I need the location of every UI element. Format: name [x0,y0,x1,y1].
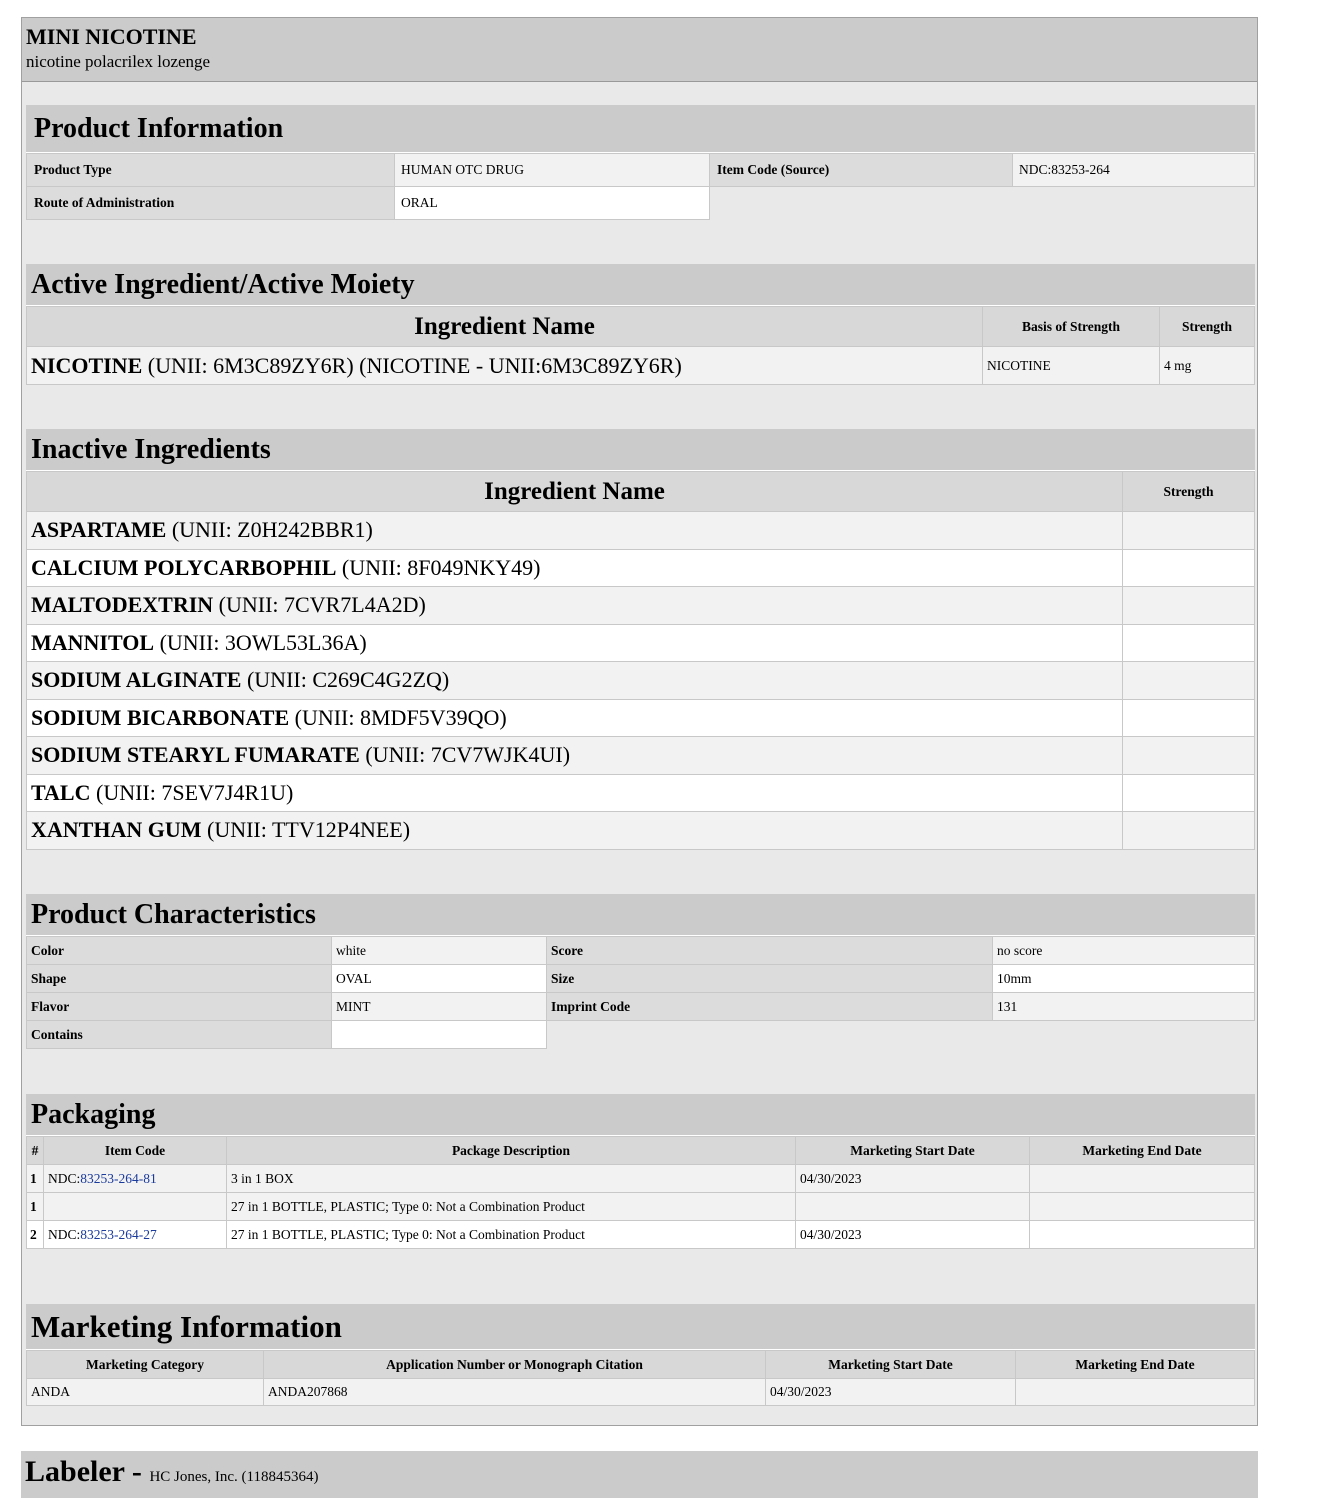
column-header: Item Code [44,1137,227,1165]
ingredient-unii: (UNII: 8F049NKY49) [336,554,541,580]
table-row [27,737,1255,775]
route-label: Route of Administration [27,187,395,220]
color-value: white [332,937,547,965]
size-label: Size [547,965,993,993]
column-header: # [27,1137,44,1165]
package-description: 27 in 1 BOTTLE, PLASTIC; Type 0: Not a Combination Product [227,1193,796,1221]
ingredient-name: TALC [31,779,91,805]
package-number: 2 [27,1221,44,1249]
labeler-title: Labeler - [25,1455,150,1488]
column-header: Strength [1123,472,1255,512]
ingredient-unii: (UNII: Z0H242BBR1) [166,517,373,543]
column-header: Marketing End Date [1016,1351,1255,1379]
flavor-label: Flavor [27,993,332,1021]
item-code-value: NDC:83253-264 [1013,154,1255,187]
table-row [27,774,1255,812]
table-row [27,812,1255,850]
ingredient-unii: (UNII: 6M3C89ZY6R) (NICOTINE - UNII:6M3C89ZY6R) [142,352,682,378]
product-generic-name: nicotine polacrilex lozenge [26,52,211,71]
spl-product-panel [21,17,1258,1426]
column-header: Basis of Strength [983,307,1160,347]
ndc-link[interactable]: 83253-264-81 [80,1170,157,1186]
flavor-value: MINT [332,993,547,1021]
section-title: Active Ingredient/Active Moiety [26,264,1255,306]
ndc-link[interactable]: 83253-264-27 [80,1226,157,1242]
table-row [27,1221,1255,1249]
product-information-section [26,105,1255,220]
strength [1123,624,1255,662]
table-row [27,549,1255,587]
table-row [27,1165,1255,1193]
package-number: 1 [27,1165,44,1193]
ingredient-name: SODIUM BICARBONATE [31,704,290,730]
column-header: Marketing End Date [1030,1137,1255,1165]
column-header: Marketing Start Date [766,1351,1016,1379]
ingredient-name: CALCIUM POLYCARBOPHIL [31,554,337,580]
ingredient-unii: (UNII: 8MDF5V39QO) [289,704,507,730]
ingredient-unii: (UNII: 7SEV7J4R1U) [90,779,294,805]
ingredient-name: ASPARTAME [31,517,167,543]
strength: 4 mg [1160,347,1255,385]
column-header: Ingredient Name [27,472,1123,512]
column-header: Ingredient Name [27,307,983,347]
ingredient-name: NICOTINE [31,352,143,378]
table-row [27,347,1255,385]
strength [1123,662,1255,700]
product-characteristics-section [26,894,1255,1049]
marketing-start-date: 04/30/2023 [766,1379,1016,1406]
item-code-label: Item Code (Source) [710,154,1013,187]
ndc-prefix: NDC: [48,1170,81,1186]
active-ingredient-section [26,264,1255,385]
ingredient-unii: (UNII: TTV12P4NEE) [201,817,411,843]
strength [1123,737,1255,775]
table-row [27,1193,1255,1221]
labeler-section [21,1451,1258,1498]
contains-value [332,1021,547,1049]
score-label: Score [547,937,993,965]
section-title: Packaging [26,1094,1255,1136]
strength [1123,774,1255,812]
ingredient-name: MALTODEXTRIN [31,592,214,618]
ndc-prefix: NDC: [48,1226,81,1242]
imprint-code-value: 131 [993,993,1255,1021]
package-description: 27 in 1 BOTTLE, PLASTIC; Type 0: Not a Combination Product [227,1221,796,1249]
inactive-ingredients-section [26,429,1255,850]
strength [1123,587,1255,625]
column-header: Strength [1160,307,1255,347]
strength [1123,699,1255,737]
strength [1123,812,1255,850]
table-row [27,512,1255,550]
ingredient-name: SODIUM ALGINATE [31,667,242,693]
strength [1123,512,1255,550]
size-value: 10mm [993,965,1255,993]
shape-label: Shape [27,965,332,993]
marketing-start-date: 04/30/2023 [796,1221,1030,1249]
package-description: 3 in 1 BOX [227,1165,796,1193]
ingredient-unii: (UNII: C269C4G2ZQ) [241,667,450,693]
section-title: Marketing Information [26,1304,1255,1350]
product-header [22,18,1257,82]
product-type-value: HUMAN OTC DRUG [395,154,710,187]
basis-of-strength: NICOTINE [983,347,1160,385]
column-header: Marketing Category [27,1351,264,1379]
table-row [27,587,1255,625]
application-number: ANDA207868 [264,1379,766,1406]
color-label: Color [27,937,332,965]
imprint-code-label: Imprint Code [547,993,993,1021]
shape-value: OVAL [332,965,547,993]
strength [1123,549,1255,587]
marketing-end-date [1030,1165,1255,1193]
ingredient-name: MANNITOL [31,629,155,655]
table-row [27,1379,1255,1406]
ingredient-unii: (UNII: 7CV7WJK4UI) [359,742,571,768]
product-name: MINI NICOTINE [26,24,197,49]
packaging-section [26,1094,1255,1249]
contains-label: Contains [27,1021,332,1049]
ingredient-unii: (UNII: 7CVR7L4A2D) [213,592,426,618]
product-type-label: Product Type [27,154,395,187]
section-title: Inactive Ingredients [26,429,1255,471]
marketing-category: ANDA [27,1379,264,1406]
column-header: Package Description [227,1137,796,1165]
marketing-end-date [1030,1221,1255,1249]
section-title: Product Characteristics [26,894,1255,936]
marketing-start-date: 04/30/2023 [796,1165,1030,1193]
table-row [27,624,1255,662]
marketing-start-date [796,1193,1030,1221]
section-title: Product Information [26,105,1255,153]
table-row [27,699,1255,737]
score-value: no score [993,937,1255,965]
ingredient-name: XANTHAN GUM [31,817,202,843]
package-number: 1 [27,1193,44,1221]
labeler-name: HC Jones, Inc. (118845364) [149,1469,319,1485]
route-value: ORAL [395,187,710,220]
column-header: Marketing Start Date [796,1137,1030,1165]
marketing-end-date [1030,1193,1255,1221]
marketing-end-date [1016,1379,1255,1406]
ingredient-unii: (UNII: 3OWL53L36A) [154,629,367,655]
column-header: Application Number or Monograph Citation [264,1351,766,1379]
marketing-information-section [26,1304,1255,1406]
table-row [27,662,1255,700]
ingredient-name: SODIUM STEARYL FUMARATE [31,742,360,768]
